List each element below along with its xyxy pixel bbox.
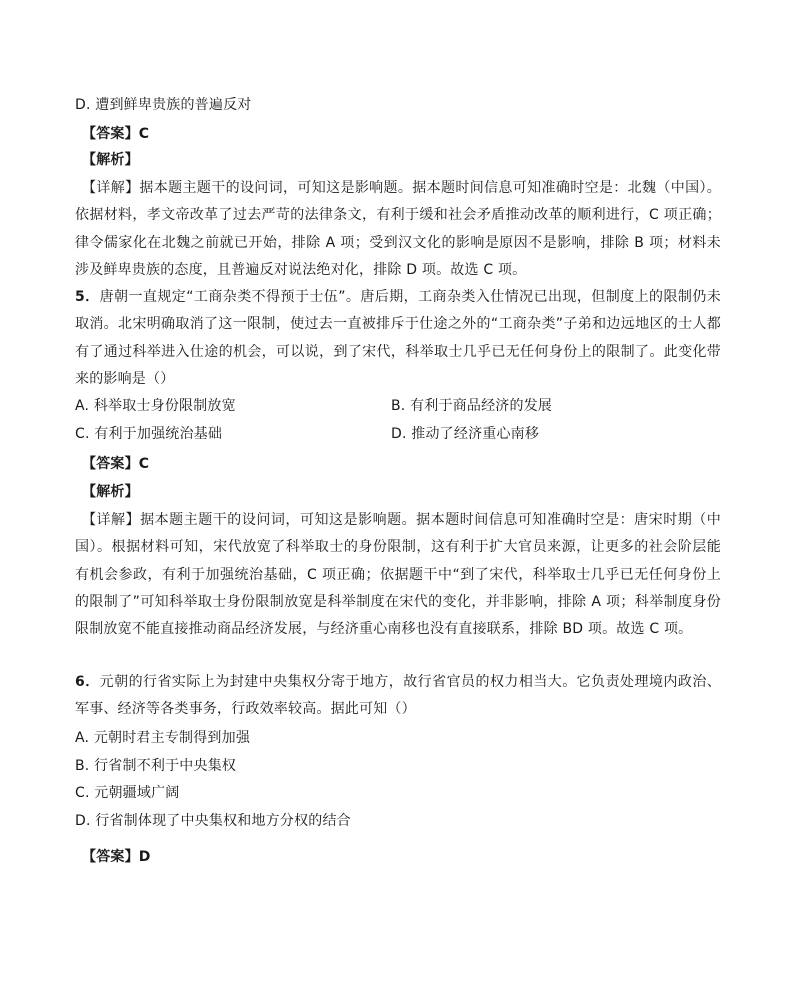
q5-detail: 【详解】据本题主题干的设问词，可知这是影响题。据本题时间信息可知准确时空是：唐宋时期（中国）。根据材料可知，宋代放宽了科举取士的身份限制，这有利于扩大官员来源，让更多的社会阶层能有机会参政，有利于加强统治基础，C 项正确；依据题干中“到了宋代，科举取士几乎已无任何身份上的限制了”可知科举取士身份限制放宽是科举制度在宋代的变化，并非影响，排除 A 项；科举制度身份限制放宽不能直接推动商品经济发展，与经济重心南移也没有直接联系，排除 BD 项。故选 C 项。 [75,512,721,638]
q6-stem: 元朝的行省实际上为封建中央集权分寄于地方，故行省官员的权力相当大。它负责处理境内政治、军事、经济等各类事务，行政效率较高。据此可知（） [75,674,721,718]
q4-answer: 【答案】C [82,126,150,142]
q5-option-b: B. 有利于商品经济的发展 [391,398,553,414]
q6-number: 6． [75,674,100,690]
q5-question [75,284,721,393]
q5-option-c: C. 有利于加强统治基础 [75,426,223,442]
q6-answer: 【答案】D [82,849,151,865]
q5-option-d: D. 推动了经济重心南移 [391,426,540,442]
q6-question [75,669,721,724]
q4-detail: 【详解】据本题主题干的设问词，可知这是影响题。据本题时间信息可知准确时空是：北魏（中国）。依据材料，孝文帝改革了过去严苛的法律条文，有利于缓和社会矛盾推动改革的顺利进行，C 项正确；律令儒家化在北魏之前就已开始，排除 A 项；受到汉文化的影响是原因不是影响，排除 B 项；材料未涉及鲜卑贵族的态度，且普遍反对说法绝对化，排除 D 项。故选 C 项。 [75,180,721,278]
q6-option-b: B. 行省制不利于中央集权 [75,758,237,774]
q4-analysis-heading: 【解析】 [82,152,139,168]
q6-option-c: C. 元朝疆域广阔 [75,785,180,801]
q5-stem: 唐朝一直规定“工商杂类不得预于士伍”。唐后期，工商杂类入仕情况已出现，但制度上的限制仍未取消。北宋明确取消了这一限制，使过去一直被排斥于仕途之外的“工商杂类”子弟和边远地区的士人都有了通过科举进入仕途的机会，可以说，到了宋代，科举取士几乎已无任何身份上的限制了。此变化带来的影响是（） [75,289,721,387]
q6-option-a: A. 元朝时君主专制得到加强 [75,730,251,746]
q5-answer: 【答案】C [82,456,150,472]
q6-option-d: D. 行省制体现了中央集权和地方分权的结合 [75,813,351,829]
q5-analysis-heading: 【解析】 [82,484,139,500]
q5-option-a: A. 科举取士身份限制放宽 [75,398,236,414]
q4-option-d: D. 遭到鲜卑贵族的普遍反对 [75,97,252,113]
q5-number: 5． [75,289,100,305]
